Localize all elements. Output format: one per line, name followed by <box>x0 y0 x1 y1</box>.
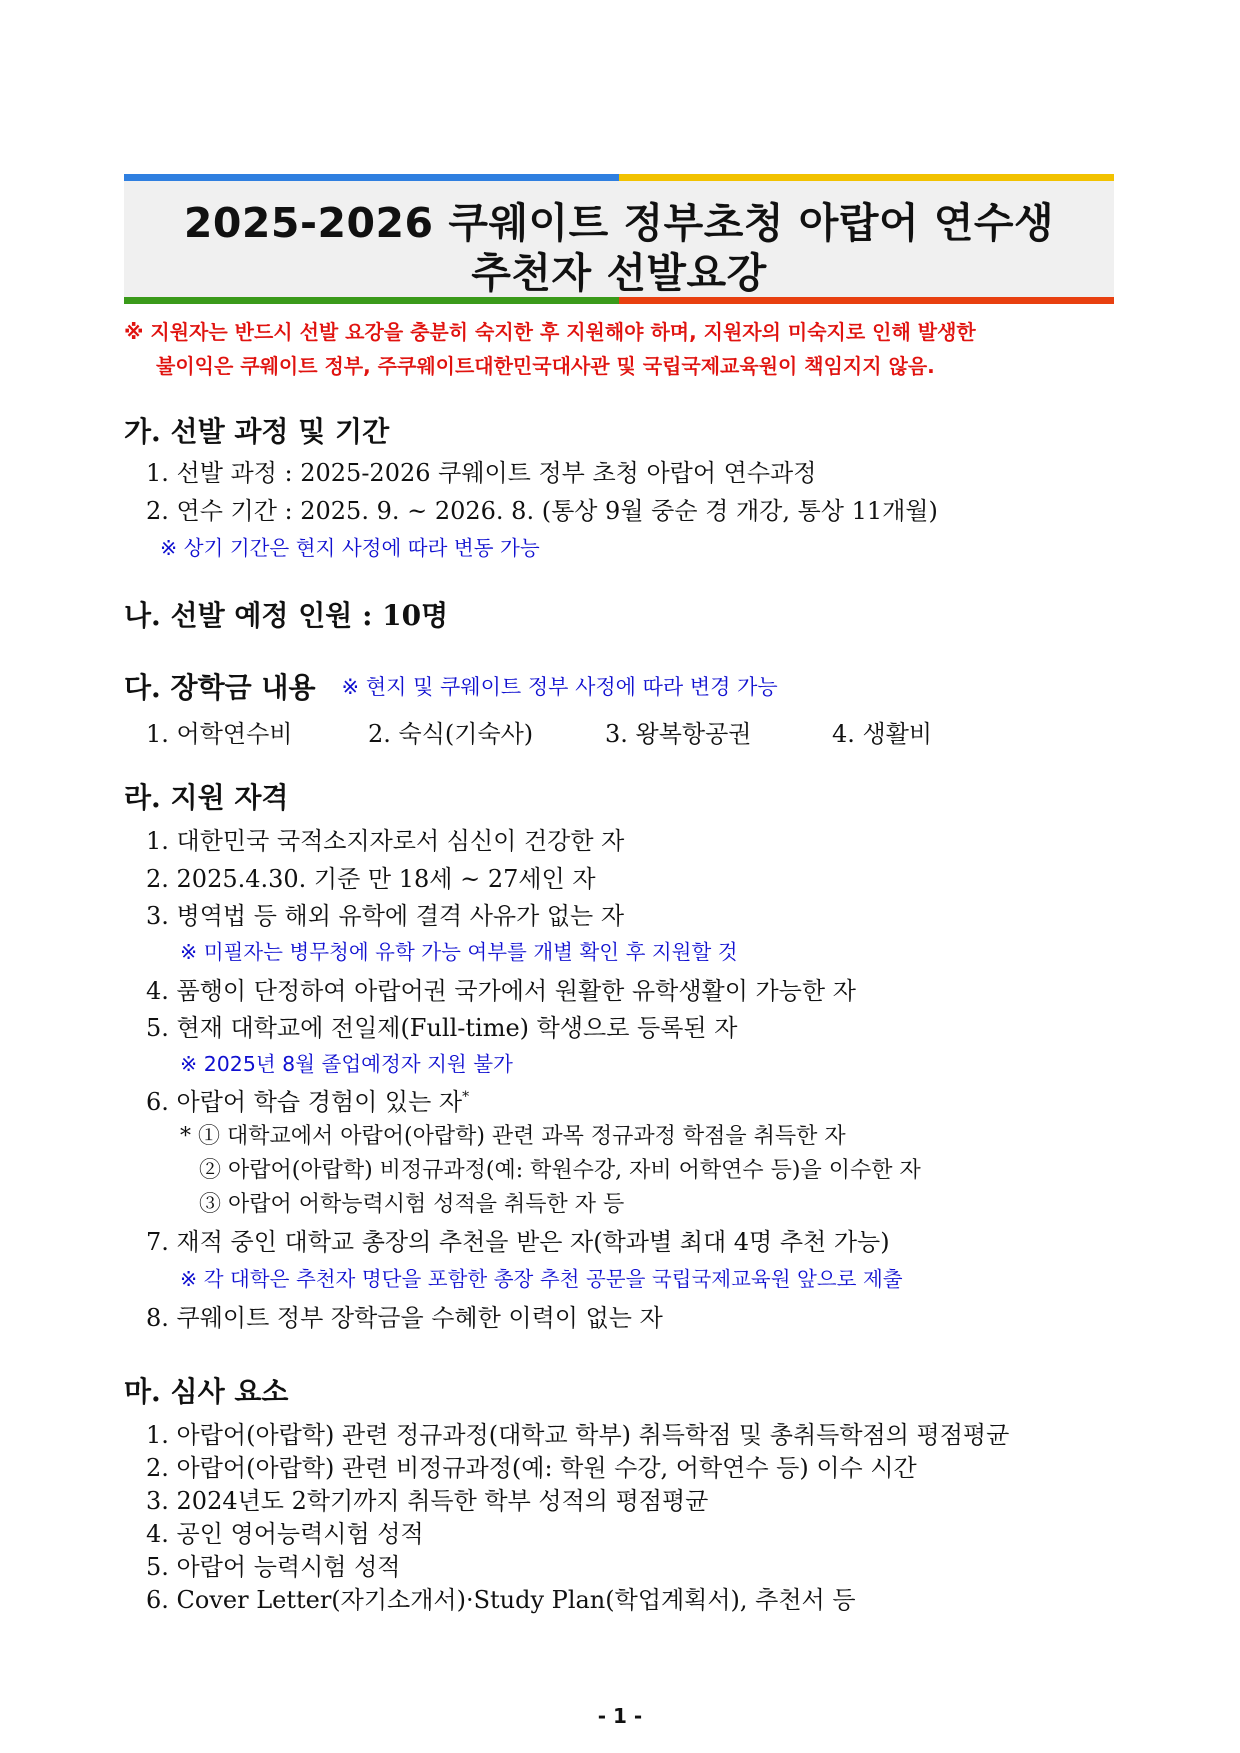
section-heading-ma: 마. 심사 요소 <box>124 1375 289 1408</box>
ra-item-7: 7. 재적 중인 대학교 총장의 추천을 받은 자(학과별 최대 4명 추천 가능) <box>146 1228 890 1256</box>
section-heading-da <box>124 666 778 706</box>
title-bar-bottom-left <box>124 297 619 304</box>
benefit-item-2: 2. 숙식(기숙사) <box>368 720 534 748</box>
ra-item-3: 3. 병역법 등 해외 유학에 결격 사유가 없는 자 <box>146 902 625 930</box>
ma-item-5: 5. 아랍어 능력시험 성적 <box>146 1553 401 1581</box>
ra-item-6-text: 6. 아랍어 학습 경험이 있는 자 <box>146 1088 463 1116</box>
page-number: - 1 - <box>597 1704 643 1728</box>
ma-item-1: 1. 아랍어(아랍학) 관련 정규과정(대학교 학부) 취득학점 및 총취득학점의 평점평균 <box>146 1421 1010 1449</box>
title-bar-bottom-right <box>619 297 1114 304</box>
section-heading-na: 나. 선발 예정 인원 : 10명 <box>124 599 449 632</box>
benefit-item-3: 3. 왕복항공권 <box>605 720 752 748</box>
ra-note-7: ※ 각 대학은 추천자 명단을 포함한 총장 추천 공문을 국립국제교육원 앞으로 제출 <box>180 1267 903 1291</box>
ra-item-2: 2. 2025.4.30. 기준 만 18세 ~ 27세인 자 <box>146 865 596 893</box>
title-bar-top-left <box>124 174 619 181</box>
section-heading-ra: 라. 지원 자격 <box>124 781 289 814</box>
ra-note-3: ※ 미필자는 병무청에 유학 가능 여부를 개별 확인 후 지원할 것 <box>180 940 738 964</box>
section-heading-ga: 가. 선발 과정 및 기간 <box>124 415 390 448</box>
title-box <box>124 174 1114 304</box>
ra-note-5: ※ 2025년 8월 졸업예정자 지원 불가 <box>180 1052 513 1076</box>
title-line-1: 2025-2026 쿠웨이트 정부초청 아랍어 연수생 <box>183 199 1055 247</box>
benefit-item-1: 1. 어학연수비 <box>146 720 293 748</box>
title-bar-top-right <box>619 174 1114 181</box>
ra-sub-6-1: * ① 대학교에서 아랍어(아랍학) 관련 과목 정규과정 학점을 취득한 자 <box>180 1124 846 1149</box>
ra-sub-6-3: ③ 아랍어 어학능력시험 성적을 취득한 자 등 <box>199 1192 625 1217</box>
ga-note: ※ 상기 기간은 현지 사정에 따라 변동 가능 <box>160 536 540 560</box>
ma-item-3: 3. 2024년도 2학기까지 취득한 학부 성적의 평점평균 <box>146 1487 709 1515</box>
ra-item-5: 5. 현재 대학교에 전일제(Full-time) 학생으로 등록된 자 <box>146 1014 738 1042</box>
warning-line-1: ※ 지원자는 반드시 선발 요강을 충분히 숙지한 후 지원해야 하며, 지원자의 미숙지로 인해 발생한 <box>124 320 976 344</box>
ga-item-2: 2. 연수 기간 : 2025. 9. ~ 2026. 8. (통상 9월 중순 경 개강, 통상 11개월) <box>146 497 938 525</box>
ra-item-4: 4. 품행이 단정하여 아랍어권 국가에서 원활한 유학생활이 가능한 자 <box>146 977 856 1005</box>
ga-item-1: 1. 선발 과정 : 2025-2026 쿠웨이트 정부 초청 아랍어 연수과정 <box>146 459 817 487</box>
ma-item-2: 2. 아랍어(아랍학) 관련 비정규과정(예: 학원 수강, 어학연수 등) 이수 시간 <box>146 1454 917 1482</box>
title-line-2: 추천자 선발요강 <box>471 249 767 297</box>
da-note: ※ 현지 및 쿠웨이트 정부 사정에 따라 변경 가능 <box>341 675 778 699</box>
ra-item-6 <box>146 1082 469 1117</box>
benefit-item-4: 4. 생활비 <box>832 720 933 748</box>
ra-item-8: 8. 쿠웨이트 정부 장학금을 수혜한 이력이 없는 자 <box>146 1304 663 1332</box>
da-heading-text: 다. 장학금 내용 <box>124 671 316 704</box>
ra-item-1: 1. 대한민국 국적소지자로서 심신이 건강한 자 <box>146 827 625 855</box>
ma-item-6: 6. Cover Letter(자기소개서)·Study Plan(학업계획서), 추천서 등 <box>146 1586 856 1614</box>
ra-item-6-mark: * <box>462 1089 470 1105</box>
ra-sub-6-2: ② 아랍어(아랍학) 비정규과정(예: 학원수강, 자비 어학연수 등)을 이수한 자 <box>199 1158 921 1183</box>
ma-item-4: 4. 공인 영어능력시험 성적 <box>146 1520 424 1548</box>
warning-line-2: 불이익은 쿠웨이트 정부, 주쿠웨이트대한민국대사관 및 국립국제교육원이 책임지지 않음. <box>156 354 935 378</box>
